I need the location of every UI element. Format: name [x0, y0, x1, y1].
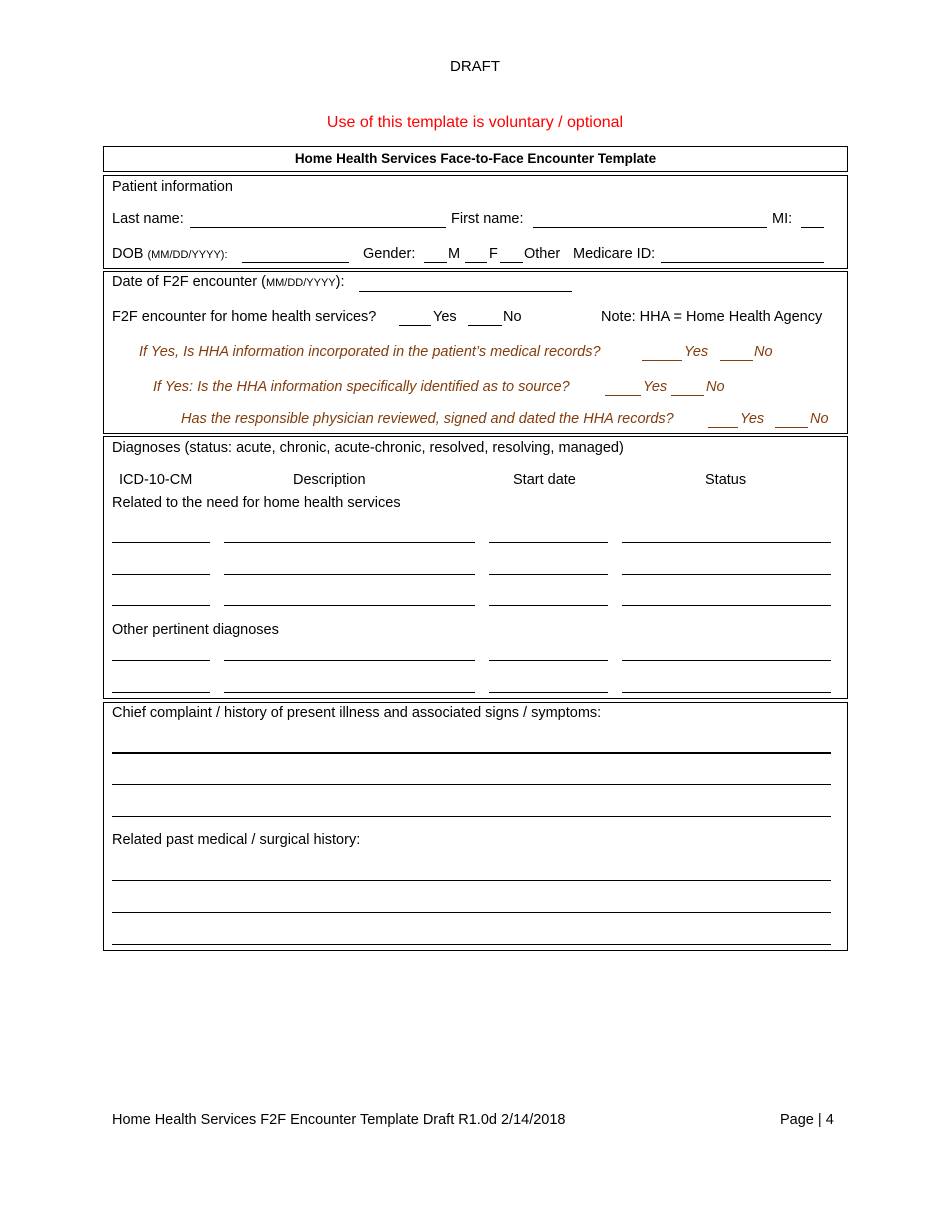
f2f-date-field[interactable] — [359, 291, 572, 292]
other-row1-desc[interactable] — [224, 660, 475, 661]
related-row1-status[interactable] — [622, 542, 831, 543]
f2f-yes-label: Yes — [433, 309, 457, 325]
other-row2-status[interactable] — [622, 692, 831, 693]
chief-complaint-line-3[interactable] — [112, 816, 831, 817]
related-row1-desc[interactable] — [224, 542, 475, 543]
past-history-line-3[interactable] — [112, 944, 831, 945]
hha-source-yes-field[interactable] — [605, 395, 641, 396]
hha-source-no-label: No — [706, 379, 725, 395]
form-title: Home Health Services Face-to-Face Encounter Template — [294, 151, 657, 166]
physician-review-yes-label: Yes — [740, 411, 765, 427]
other-row1-date[interactable] — [489, 660, 608, 661]
col-status: Status — [705, 472, 747, 488]
gender-label: Gender: — [363, 246, 416, 262]
physician-review-no-field[interactable] — [775, 427, 808, 428]
other-diagnoses-label: Other pertinent diagnoses — [112, 622, 279, 638]
physician-review-no-label: No — [810, 411, 829, 427]
related-row3-desc[interactable] — [224, 605, 475, 606]
history-section — [103, 702, 848, 951]
f2f-date-label-text: Date of F2F encounter ( — [112, 274, 266, 290]
page-number: Page | 4 — [780, 1112, 834, 1128]
other-row1-icd[interactable] — [112, 660, 210, 661]
related-row3-icd[interactable] — [112, 605, 210, 606]
related-diagnoses-label: Related to the need for home health services — [112, 495, 401, 511]
other-row2-date[interactable] — [489, 692, 608, 693]
hha-incorporated-no-field[interactable] — [720, 360, 753, 361]
gender-other-field[interactable] — [500, 262, 523, 263]
gender-m-field[interactable] — [424, 262, 447, 263]
chief-complaint-line-1[interactable] — [112, 752, 831, 754]
first-name-label: First name: — [451, 211, 524, 227]
other-row2-desc[interactable] — [224, 692, 475, 693]
patient-info-heading: Patient information — [112, 179, 233, 195]
gender-f-field[interactable] — [465, 262, 487, 263]
other-row1-status[interactable] — [622, 660, 831, 661]
hha-source-no-field[interactable] — [671, 395, 704, 396]
related-row2-date[interactable] — [489, 574, 608, 575]
hha-note: Note: HHA = Home Health Agency — [601, 309, 823, 325]
past-history-label: Related past medical / surgical history: — [112, 832, 361, 848]
related-row2-status[interactable] — [622, 574, 831, 575]
form-title-box — [103, 146, 848, 172]
draft-label: DRAFT — [450, 58, 500, 75]
col-icd10: ICD-10-CM — [119, 472, 193, 488]
physician-review-yes-field[interactable] — [708, 427, 738, 428]
hha-incorporated-question: If Yes, Is HHA information incorporated in the patient’s medical records? — [139, 344, 601, 360]
dob-label-text: DOB — [112, 246, 144, 262]
related-row2-desc[interactable] — [224, 574, 475, 575]
gender-m-label: M — [448, 246, 461, 262]
hha-incorporated-no-label: No — [754, 344, 773, 360]
dob-label — [112, 246, 228, 262]
mi-label: MI: — [772, 211, 793, 227]
chief-complaint-line-2[interactable] — [112, 784, 831, 785]
col-start-date: Start date — [513, 472, 576, 488]
voluntary-note: Use of this template is voluntary / optional — [326, 114, 624, 131]
medicare-id-field[interactable] — [661, 262, 824, 263]
hha-incorporated-yes-field[interactable] — [642, 360, 682, 361]
f2f-date-label — [112, 274, 344, 290]
gender-f-label: F — [489, 246, 498, 262]
past-history-line-1[interactable] — [112, 880, 831, 881]
hha-source-yes-label: Yes — [643, 379, 668, 395]
last-name-label: Last name: — [112, 211, 184, 227]
hha-incorporated-yes-label: Yes — [684, 344, 709, 360]
related-row1-icd[interactable] — [112, 542, 210, 543]
related-row3-date[interactable] — [489, 605, 608, 606]
f2f-question: F2F encounter for home health services? — [112, 309, 377, 325]
f2f-no-field[interactable] — [468, 325, 502, 326]
footer-title: Home Health Services F2F Encounter Template Draft R1.0d 2/14/2018 — [112, 1112, 566, 1128]
gender-other-label: Other — [524, 246, 561, 262]
past-history-line-2[interactable] — [112, 912, 831, 913]
related-row1-date[interactable] — [489, 542, 608, 543]
related-row3-status[interactable] — [622, 605, 831, 606]
diagnoses-heading: Diagnoses (status: acute, chronic, acute-chronic, resolved, resolving, managed) — [112, 440, 624, 456]
dob-format: (MM/DD/YYYY): — [147, 249, 228, 261]
last-name-field[interactable] — [190, 227, 446, 228]
f2f-no-label: No — [503, 309, 522, 325]
dob-field[interactable] — [242, 262, 349, 263]
medicare-id-label: Medicare ID: — [573, 246, 656, 262]
f2f-date-format: MM/DD/YYYY — [265, 277, 336, 289]
col-description: Description — [293, 472, 366, 488]
other-row2-icd[interactable] — [112, 692, 210, 693]
f2f-date-label-end: ): — [335, 274, 345, 290]
physician-review-question: Has the responsible physician reviewed, signed and dated the HHA records? — [181, 411, 674, 427]
first-name-field[interactable] — [533, 227, 767, 228]
hha-source-question: If Yes: Is the HHA information specifically identified as to source? — [153, 379, 570, 395]
related-row2-icd[interactable] — [112, 574, 210, 575]
f2f-yes-field[interactable] — [399, 325, 431, 326]
mi-field[interactable] — [801, 227, 824, 228]
chief-complaint-label: Chief complaint / history of present illness and associated signs / symptoms: — [112, 705, 602, 721]
